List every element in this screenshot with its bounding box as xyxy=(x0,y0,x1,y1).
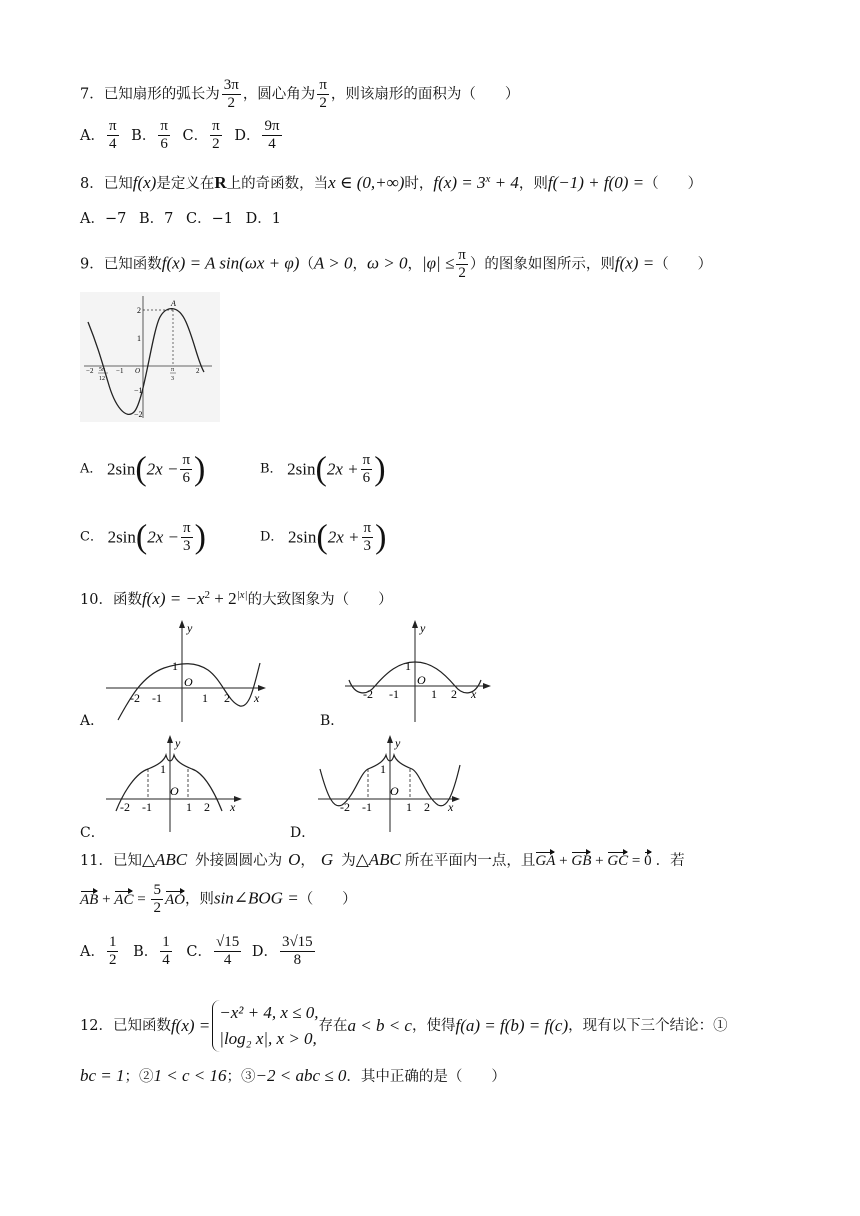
svg-text:x: x xyxy=(448,800,454,814)
svg-text:-1: -1 xyxy=(389,687,399,701)
svg-text:-2: -2 xyxy=(340,800,350,814)
q9-x-tick-neg1: −1 xyxy=(116,367,124,375)
q7-option-c[interactable]: C． $\frac{\pi}{2}$ xyxy=(182,118,220,152)
svg-text:O: O xyxy=(170,784,179,798)
q9-option-c[interactable]: C． 2sin(2x − $\frac{\pi}{3}$ ) xyxy=(80,518,206,556)
q7-angle-fraction: $\frac{\pi}{2}$ xyxy=(319,77,327,111)
q7-arc-fraction: $\frac{3\pi}{2}$ xyxy=(223,77,239,111)
q9-frac-pi: π xyxy=(171,367,175,373)
q10-option-b-label[interactable]: B． xyxy=(320,713,345,729)
q11-options xyxy=(80,934,317,969)
svg-text:1: 1 xyxy=(160,762,166,776)
svg-text:-1: -1 xyxy=(362,800,372,814)
svg-text:O: O xyxy=(417,673,426,687)
q10-option-a-label[interactable]: A． xyxy=(80,713,105,729)
q9-frac-3: 3 xyxy=(171,376,174,382)
svg-text:2: 2 xyxy=(424,800,430,814)
q7-options xyxy=(80,118,284,153)
q9-option-a[interactable]: A． 2sin(2x − $\frac{\pi}{6}$ ) xyxy=(80,450,206,488)
svg-text:1: 1 xyxy=(172,659,178,673)
svg-text:x: x xyxy=(230,800,236,814)
q12-piecewise: −x² + 4, x ≤ 0, |log₂ x|, x > 0, xyxy=(212,1000,318,1052)
q7-stem: 7．已知扇形的弧长为 $\frac{3\pi}{2}$ ，圆心角为 $\frac{\pi}{2}$ ，则该扇形的面积为（ ） xyxy=(80,77,520,111)
svg-text:1: 1 xyxy=(405,659,411,673)
q8-stem: 8．已知f(x)是定义在R上的奇函数，当x ∈ (0,+∞)时，$f(x) = 3^x + 4$，则f(−1) + f(0) =（ ） xyxy=(80,172,703,192)
svg-text:1: 1 xyxy=(380,762,386,776)
q10-option-c-label[interactable]: C． xyxy=(80,825,105,841)
q9-y-tick-neg2: −2 xyxy=(134,410,143,419)
q10-graph-b[interactable] xyxy=(343,618,503,723)
svg-text:O: O xyxy=(390,784,399,798)
svg-text:y: y xyxy=(187,621,193,635)
svg-text:2: 2 xyxy=(224,691,230,705)
q11-stem-line1: 11．已知△ABC 外接圆圆心为 O， G 为△ABC 所在平面内一点，且GA + GB + GC = 0 ．若 xyxy=(80,850,685,869)
q12-stem-line2: bc = 1；②1 < c < 16；③−2 < abc ≤ 0．其中正确的是（ ） xyxy=(80,1066,506,1085)
svg-text:2: 2 xyxy=(451,687,457,701)
q9-frac-12: 12 xyxy=(99,376,105,382)
svg-text:1: 1 xyxy=(431,687,437,701)
svg-text:1: 1 xyxy=(186,800,192,814)
q9-y-tick-2: 2 xyxy=(137,306,141,315)
q8-options xyxy=(80,209,281,229)
svg-text:1: 1 xyxy=(202,691,208,705)
svg-text:x: x xyxy=(471,687,477,701)
q8-option-c[interactable]: C．−1 xyxy=(185,211,233,227)
svg-text:2: 2 xyxy=(204,800,210,814)
q11-option-b[interactable]: B． $\frac{1}{4}$ xyxy=(133,934,170,968)
svg-text:-2: -2 xyxy=(120,800,130,814)
svg-text:-1: -1 xyxy=(142,800,152,814)
q9-frac-5pi: 5π xyxy=(99,367,106,373)
q10-stem: 10．函数$f(x) = -x^2 + 2^{|x|}$的大致图象为（ ） xyxy=(80,588,393,608)
q9-point-a-label: A xyxy=(171,299,176,308)
q9-y-tick-neg1: −1 xyxy=(134,386,143,395)
q10-graph-a[interactable] xyxy=(104,618,269,723)
q9-option-d[interactable]: D． 2sin(2x + $\frac{\pi}{3}$ ) xyxy=(260,518,387,556)
q7-option-a[interactable]: A． $\frac{\pi}{4}$ xyxy=(80,118,117,152)
q10-graph-c[interactable] xyxy=(104,733,254,833)
q9-sine-graph xyxy=(80,292,220,422)
q9-x-tick-2: 2 xyxy=(196,367,200,375)
q11-stem-line2: AB + AC = $\frac{5}{2}$ AO，则sin∠BOG =（ ） xyxy=(80,882,357,916)
q11-option-d[interactable]: D． $\frac{3√15}{8}$ xyxy=(251,934,313,968)
q7-option-d[interactable]: D． $\frac{9\pi}{4}$ xyxy=(234,118,280,152)
q12-stem-line1: 12．已知函数f(x) = −x² + 4, x ≤ 0, |log₂ x|, x > 0, 存在a < b < c，使得f(a) = f(b) = f(c)，现有以下三个结论：① xyxy=(80,1000,728,1060)
q7-option-b[interactable]: B． $\frac{\pi}{6}$ xyxy=(131,118,168,152)
q8-option-a[interactable]: A．−7 xyxy=(80,211,127,227)
q11-option-c[interactable]: C． $\frac{√15}{4}$ xyxy=(186,934,240,968)
svg-text:-1: -1 xyxy=(152,691,162,705)
q11-option-a[interactable]: A． $\frac{1}{2}$ xyxy=(80,934,117,968)
q8-option-d[interactable]: D．1 xyxy=(245,211,281,227)
svg-text:1: 1 xyxy=(406,800,412,814)
svg-text:y: y xyxy=(395,736,401,750)
svg-text:-2: -2 xyxy=(363,687,373,701)
q8-option-b[interactable]: B．7 xyxy=(138,211,174,227)
q9-x-tick-neg2: −2 xyxy=(86,367,94,375)
svg-text:-2: -2 xyxy=(130,691,140,705)
q9-stem: 9．已知函数f(x) = A sin(ωx + φ)（A > 0，ω > 0，|φ| ≤ $\frac{\pi}{2}$ ）的图象如图所示，则f(x) =（ ） xyxy=(80,247,713,281)
q10-option-d-label[interactable]: D． xyxy=(290,825,316,841)
q10-graph-d[interactable] xyxy=(316,733,466,833)
svg-text:y: y xyxy=(175,736,181,750)
q9-y-tick-1: 1 xyxy=(137,334,141,343)
q9-origin-label: O xyxy=(135,367,141,375)
q9-option-b[interactable]: B． 2sin(2x + $\frac{\pi}{6}$ ) xyxy=(260,450,386,488)
svg-text:y: y xyxy=(420,621,426,635)
svg-text:O: O xyxy=(184,675,193,689)
svg-text:x: x xyxy=(254,691,260,705)
